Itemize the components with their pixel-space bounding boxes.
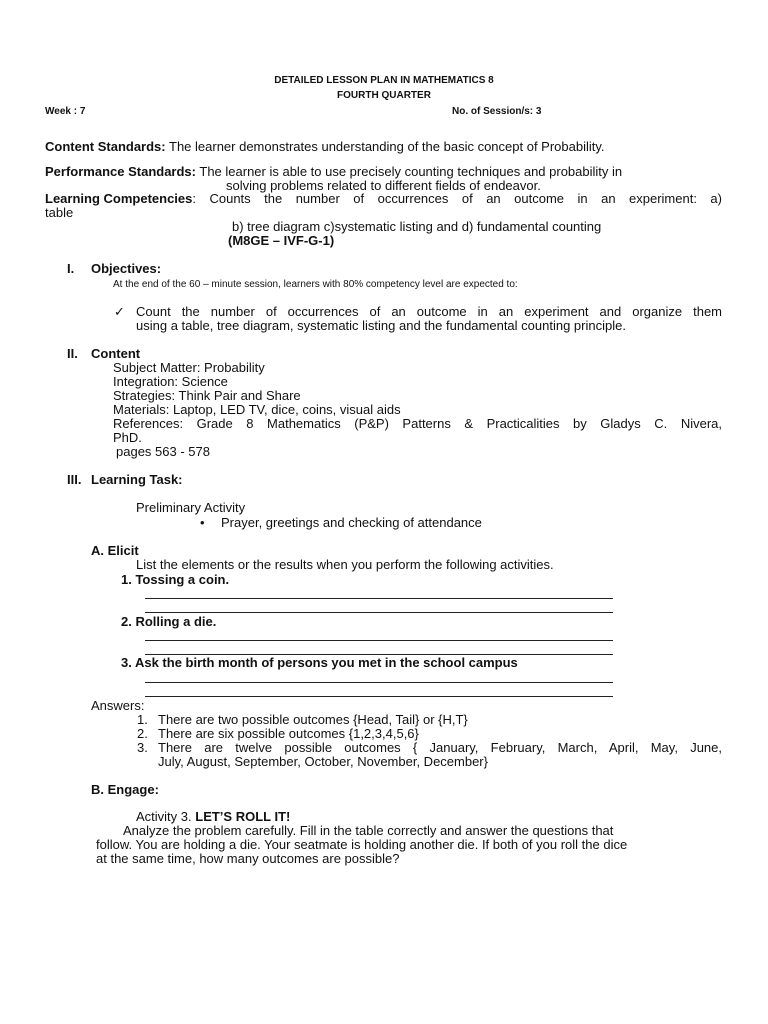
answer-2-number: 2. bbox=[137, 726, 148, 741]
check-icon: ✓ bbox=[114, 304, 125, 319]
materials: Materials: Laptop, LED TV, dice, coins, visual aids bbox=[113, 402, 401, 417]
answer-3-number: 3. bbox=[137, 740, 148, 755]
subject-matter: Subject Matter: Probability bbox=[113, 360, 265, 375]
document-title: DETAILED LESSON PLAN IN MATHEMATICS 8 bbox=[274, 75, 494, 86]
engage-paragraph-3: at the same time, how many outcomes are possible? bbox=[96, 851, 400, 866]
performance-standards-text-1: The learner is able to use precisely counting techniques and probability in bbox=[196, 164, 623, 179]
references bbox=[113, 416, 722, 431]
answer-line bbox=[145, 682, 613, 683]
competency-code: (M8GE – IVF-G-1) bbox=[228, 233, 335, 248]
answer-1: There are two possible outcomes {Head, Tail} or {H,T} bbox=[158, 712, 468, 727]
answer-1-number: 1. bbox=[137, 712, 148, 727]
elicit-question-2: 2. Rolling a die. bbox=[121, 614, 217, 629]
answer-line bbox=[145, 640, 613, 641]
strategies: Strategies: Think Pair and Share bbox=[113, 388, 301, 403]
preliminary-activity: Preliminary Activity bbox=[136, 500, 246, 515]
activity-name: LET’S ROLL IT! bbox=[195, 809, 291, 824]
bullet-icon: • bbox=[200, 515, 205, 530]
activity-title bbox=[136, 809, 290, 824]
content-standards bbox=[45, 139, 605, 154]
elicit-instructions: List the elements or the results when you perform the following activities. bbox=[136, 557, 554, 572]
performance-standards-text-2: solving problems related to different fields of endeavor. bbox=[226, 178, 541, 193]
reference-pages: pages 563 - 578 bbox=[116, 444, 210, 459]
engage-paragraph-1: Analyze the problem carefully. Fill in the table correctly and answer the questions that bbox=[123, 823, 614, 838]
content-standards-text: The learner demonstrates understanding of the basic concept of Probability. bbox=[165, 139, 605, 154]
elicit-question-3: 3. Ask the birth month of persons you met in the school campus bbox=[121, 655, 518, 670]
objectives-heading: Objectives: bbox=[91, 261, 162, 276]
objectives-intro: At the end of the 60 – minute session, learners with 80% competency level are expected to: bbox=[113, 279, 518, 290]
learning-task-number: III. bbox=[67, 472, 82, 487]
performance-standards bbox=[45, 164, 622, 179]
activity-prefix: Activity 3. bbox=[136, 809, 196, 824]
engage-heading: B. Engage: bbox=[91, 782, 159, 797]
references-text-2: PhD. bbox=[113, 430, 142, 445]
answer-3-text-1: There are twelve possible outcomes { January, February, March, April, May, June, bbox=[158, 740, 722, 755]
sessions-label: No. of Session/s: 3 bbox=[452, 106, 542, 117]
engage-paragraph-2: follow. You are holding a die. Your seatmate is holding another die. If both of you roll the dice bbox=[96, 837, 628, 852]
performance-standards-label: Performance Standards: bbox=[45, 164, 196, 179]
objective-item-1 bbox=[136, 304, 722, 319]
integration: Integration: Science bbox=[113, 374, 228, 389]
answer-line bbox=[145, 696, 613, 697]
elicit-heading: A. Elicit bbox=[91, 543, 139, 558]
learning-competencies-text-1b: table bbox=[45, 205, 74, 220]
elicit-question-1: 1. Tossing a coin. bbox=[121, 572, 230, 587]
answer-line bbox=[145, 612, 613, 613]
answers-label: Answers: bbox=[91, 698, 145, 713]
week-label: Week : 7 bbox=[45, 106, 86, 117]
answer-3 bbox=[158, 740, 722, 755]
objective-item-2: using a table, tree diagram, systematic listing and the fundamental counting principle. bbox=[136, 318, 626, 333]
content-heading: Content bbox=[91, 346, 141, 361]
answer-3-text-2: July, August, September, October, November, December} bbox=[158, 754, 488, 769]
learning-competencies-text-1: : Counts the number of occurrences of an outcome in an experiment: a) bbox=[192, 191, 722, 206]
quarter-title: FOURTH QUARTER bbox=[337, 90, 431, 101]
objectives-number: I. bbox=[67, 261, 75, 276]
learning-competencies bbox=[45, 191, 722, 206]
prayer-item: Prayer, greetings and checking of attendance bbox=[221, 515, 482, 530]
learning-competencies-text-2: b) tree diagram c)systematic listing and d) fundamental counting bbox=[232, 219, 602, 234]
content-standards-label: Content Standards: bbox=[45, 139, 166, 154]
content-number: II. bbox=[67, 346, 78, 361]
learning-task-heading: Learning Task: bbox=[91, 472, 183, 487]
answer-2: There are six possible outcomes {1,2,3,4,5,6} bbox=[158, 726, 419, 741]
references-text-1: References: Grade 8 Mathematics (P&P) Patterns & Practicalities by Gladys C. Nivera, bbox=[113, 416, 722, 431]
answer-line bbox=[145, 598, 613, 599]
learning-competencies-label: Learning Competencies bbox=[45, 191, 193, 206]
objective-item-1-text: Count the number of occurrences of an outcome in an experiment and organize them bbox=[136, 304, 722, 319]
